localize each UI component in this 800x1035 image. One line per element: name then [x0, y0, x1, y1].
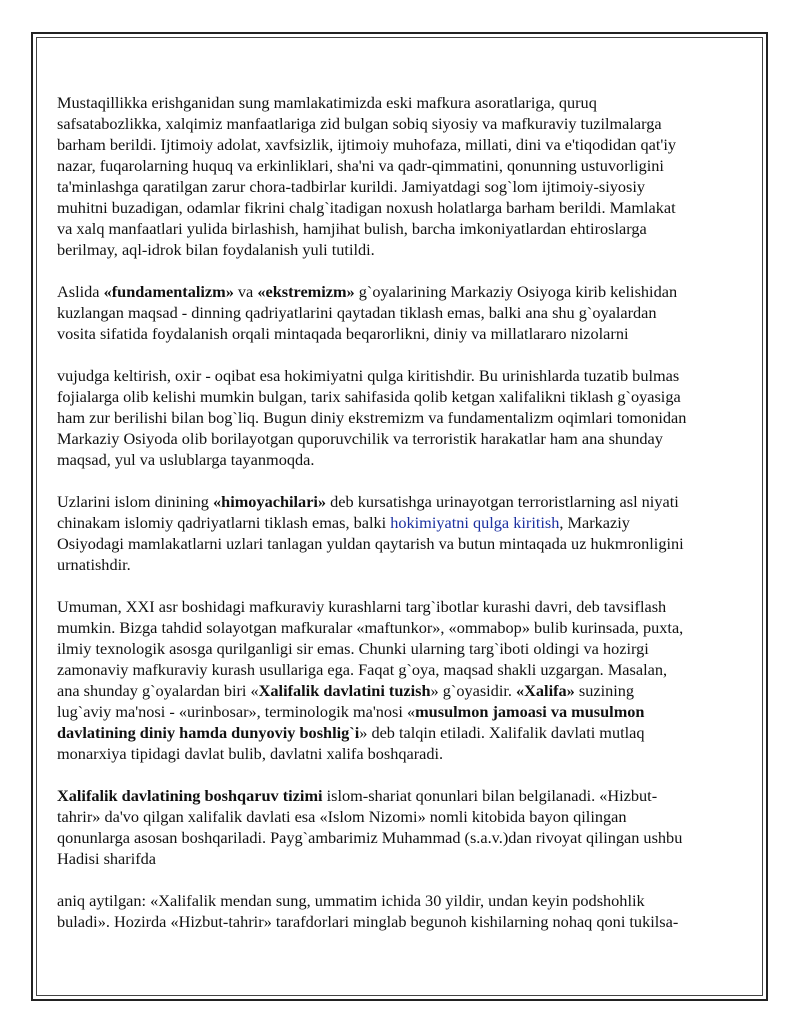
bold-term: musulmon jamoasi va musulmon: [415, 702, 645, 721]
text-line: monarxiya tipidagi davlat bulib, davlatni xalifa boshqaradi.: [57, 744, 444, 763]
text-line: qonunlarga asosan boshqariladi. Payg`ambarimiz Muhammad (s.a.v.)dan rivoyat qilingan ushbu: [57, 828, 683, 847]
text-run: lug`aviy ma'nosi - «urinbosar», terminologik ma'nosi «: [57, 702, 416, 721]
text-line: ham zur berilishi bilan bog`liq. Bugun diniy ekstremizm va fundamentalizm oqimlari tomonidan: [57, 408, 687, 427]
bold-term: «Xalifa»: [516, 681, 575, 700]
text-line: Mustaqillikka erishganidan sung mamlakatimizda eski mafkura asoratlariga, quruq: [57, 93, 597, 112]
text-line: buladi». Hozirda «Hizbut-tahrir» tarafdorlari minglab begunoh kishilarning nohaq qoni tukilsa-: [57, 912, 679, 931]
text-run: va: [233, 282, 258, 301]
text-run: , Markaziy: [559, 513, 630, 532]
bold-term: «fundamentalizm»: [103, 282, 234, 301]
text-line: [57, 722, 767, 743]
text-line: Markaziy Osiyoda olib borilayotgan quporuvchilik va terroristik harakatlar ham ana shunday: [57, 429, 663, 448]
text-line: maqsad, yul va uslublarga tayanmoqda.: [57, 450, 315, 469]
text-line: kuzlangan maqsad - dinning qadriyatlarini qaytadan tiklash emas, balki ana shu g`oyalardan: [57, 303, 657, 322]
text-line: ilmiy texnologik asosga qurilganligi sir emas. Chunki ularning targ`iboti oldingi va hozirgi: [57, 639, 649, 658]
text-line: [57, 680, 767, 701]
text-line: [57, 281, 767, 302]
paragraph-5: [57, 596, 767, 764]
bold-term: Xalifalik davlatining boshqaruv tizimi: [57, 786, 323, 805]
text-line: ta'minlashga qaratilgan zarur chora-tadbirlar kurildi. Jamiyatdagi sog`lom ijtimoiy-siyosiy: [57, 177, 646, 196]
text-run: chinakam islomiy qadriyatlarni tiklash emas, balki: [57, 513, 391, 532]
bold-term: «ekstremizm»: [257, 282, 355, 301]
text-line: safsatabozlikka, xalqimiz manfaatlariga zid bulgan sobiq siyosiy va mafkuraviy tuzilmalarga: [57, 114, 662, 133]
text-run: » g`oyasidir.: [430, 681, 517, 700]
text-run: Uzlarini islom dinining: [57, 492, 214, 511]
paragraph-4: [57, 491, 767, 575]
text-line: Hadisi sharifda: [57, 849, 157, 868]
text-line: [57, 785, 767, 806]
paragraph-3: [57, 365, 767, 470]
text-run: » deb talqin etiladi. Xalifalik davlati mutlaq: [359, 723, 645, 742]
document-body: [57, 92, 767, 932]
text-line: fojialarga olib kelishi mumkin bulgan, tarix sahifasida qolib ketgan xalifalikni tiklash g`oyasiga: [57, 387, 681, 406]
text-line: [57, 491, 767, 512]
bold-term: Xalifalik davlatini tuzish: [258, 681, 431, 700]
text-line: nazar, fuqarolarning huquq va erkinliklari, sha'ni va qadr-qimmatini, qonunning ustuvorligini: [57, 156, 664, 175]
text-line: aniq aytilgan: «Xalifalik mendan sung, ummatim ichida 30 yildir, undan keyin podshohlik: [57, 891, 645, 910]
text-line: mumkin. Bizga tahdid solayotgan mafkuralar «maftunkor», «ommabop» bulib kurinsada, puxta,: [57, 618, 684, 637]
text-line: berilmay, aql-idrok bilan foydalanish yuli tutildi.: [57, 240, 375, 259]
paragraph-7: [57, 890, 767, 932]
text-line: vujudga keltirish, oxir - oqibat esa hokimiyatni qulga kiritishdir. Bu urinishlarda tuzatib bulmas: [57, 366, 680, 385]
text-line: zamonaviy mafkuraviy kurash usullariga ega. Faqat g`oya, maqsad shakli uzgargan. Masalan,: [57, 660, 668, 679]
text-run: deb kursatishga urinayotgan terroristlarning asl niyati: [326, 492, 679, 511]
bold-term: «himoyachilari»: [213, 492, 327, 511]
text-run: g`oyalarining Markaziy Osiyoga kirib kelishidan: [354, 282, 678, 301]
hyperlink[interactable]: hokimiyatni qulga kiritish: [390, 513, 560, 532]
paragraph-1: [57, 92, 767, 260]
text-line: Osiyodagi mamlakatlarni uzlari tanlagan yuldan qaytarish va butun mintaqada uz hukmronligini: [57, 534, 684, 553]
text-line: barham berildi. Ijtimoiy adolat, xavfsizlik, ijtimoiy muhofaza, millati, dini va e'tiqodidan qat'iy: [57, 135, 676, 154]
text-line: [57, 701, 767, 722]
text-line: urnatishdir.: [57, 555, 131, 574]
text-run: Aslida: [57, 282, 104, 301]
paragraph-2: [57, 281, 767, 344]
text-line: Umuman, XXI asr boshidagi mafkuraviy kurashlarni targ`ibotlar kurashi davri, deb tavsiflash: [57, 597, 667, 616]
text-line: vosita sifatida foydalanish orqali mintaqada beqarorlikni, diniy va millatlararo nizolarni: [57, 324, 629, 343]
text-line: tahrir» da'vo qilgan xalifalik davlati esa «Islom Nizomi» nomli kitobida bayon qilingan: [57, 807, 627, 826]
text-line: [57, 512, 767, 533]
text-run: suzining: [574, 681, 635, 700]
text-run: ana shunday g`oyalardan biri «: [57, 681, 259, 700]
text-run: islom-shariat qonunlari bilan belgilanadi. «Hizbut-: [322, 786, 658, 805]
paragraph-6: [57, 785, 767, 869]
bold-term: davlatining diniy hamda dunyoviy boshlig`i: [57, 723, 360, 742]
text-line: muhitni buzadigan, odamlar fikrini chalg`itadigan noxush holatlarga barham berildi. Mamlakat: [57, 198, 676, 217]
text-line: va xalq manfaatlari yulida birlashish, hamjihat bulish, barcha imkoniyatlardan ehtiroslarga: [57, 219, 647, 238]
